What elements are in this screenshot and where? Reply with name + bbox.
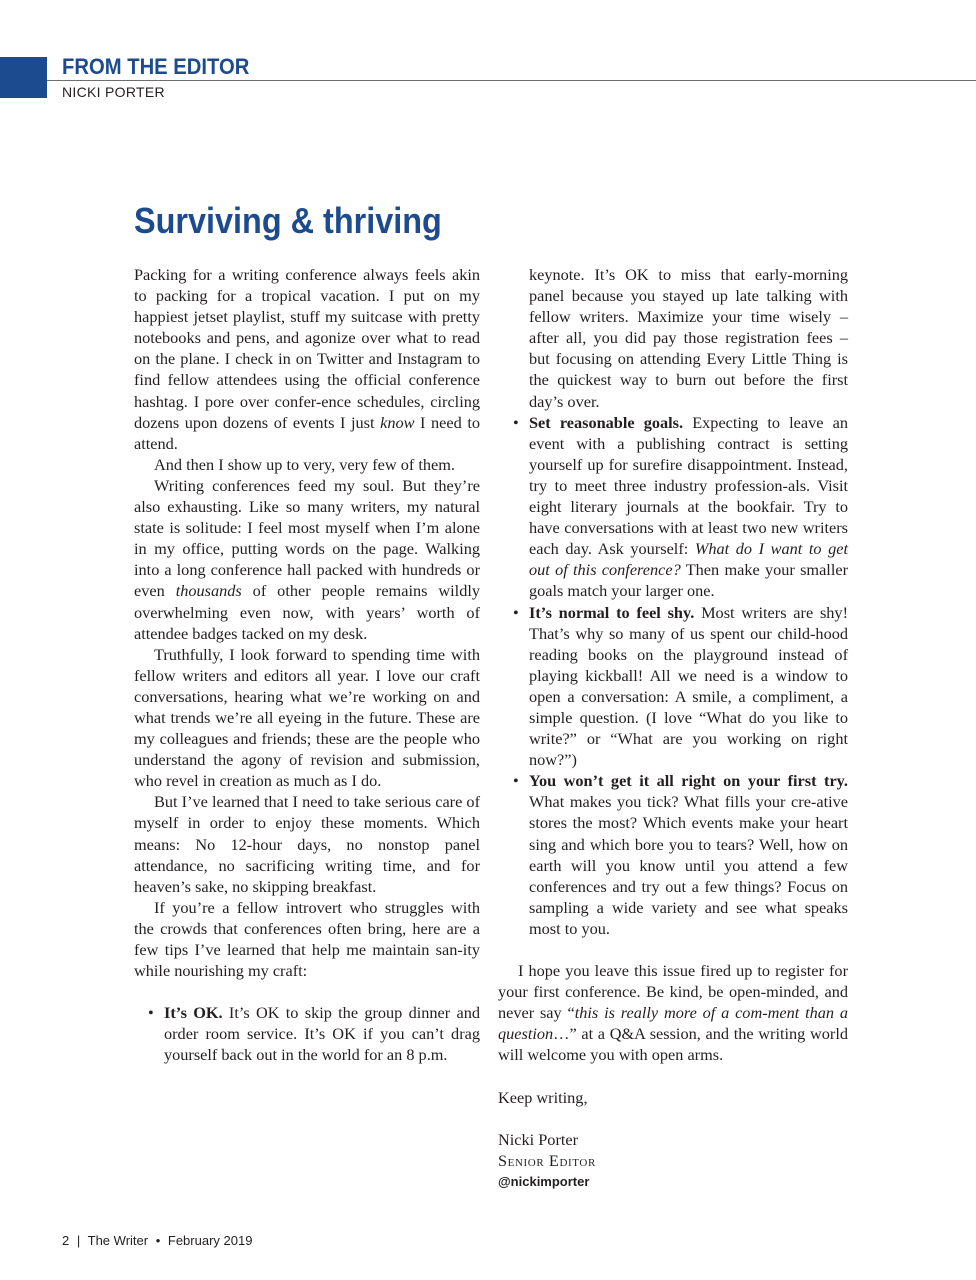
header-color-block — [0, 57, 47, 98]
footer-separator: | — [76, 1233, 81, 1248]
tips-list-continued — [498, 412, 848, 939]
right-column — [498, 264, 848, 1192]
paragraph-4: Truthfully, I look forward to spending time with fellow writers and editors all year. I love our craft conversations, hearing what we’re working on and what trends we’re all eyeing in the future. These are my colleagues and friends; these are the people who understand the agony of revision and submission, who revel in creation as much as I do. — [134, 644, 480, 791]
paragraph-2: And then I show up to very, very few of them. — [154, 454, 455, 474]
page-footer — [62, 1233, 256, 1248]
page-number: 2 — [62, 1233, 70, 1248]
twitter-handle: @nickimporter — [498, 1174, 590, 1190]
issue-date: February 2019 — [167, 1233, 253, 1248]
paragraph-5: But I’ve learned that I need to take serious care of myself in order to enjoy these moments. Which means: No 12-hour days, no nonstop panel attendance, no sacrificing writing time, and for heaven’s sake, no skipping breakfast. — [134, 792, 480, 896]
header-rule — [47, 80, 976, 81]
signature-name: Nicki Porter — [498, 1129, 579, 1149]
signoff: Keep writing, — [498, 1087, 588, 1107]
footer-dot: • — [155, 1233, 161, 1248]
tip-feel-shy: • It’s normal to feel shy. Most writers are shy! That’s why so many of us spent our child-hood reading books on the playground instead of playing kickball! All we need is a window to open a conversation: A smile, a compliment, a simple question. (I love “What do you like to write?” or “What are you working on right now?”) — [513, 602, 848, 770]
publication-name: The Writer — [87, 1233, 149, 1248]
tip-set-goals: • Set reasonable goals. Expecting to leave an event with a publishing contract is setting yourself up for surefire disappointment. Instead, try to meet three industry profession-als. Visit eight literary journals at the bookfair. Try to have conversations with at least two new writers each day. Ask yourself: What do I want to get out of this conference? Then make your smaller goals match your larger one. — [513, 412, 848, 601]
paragraph-1: Packing for a writing conference always feels akin to packing for a tropical vacation. I put on my happiest jetset playlist, stuff my suitcase with pretty notebooks and pens, and agonize over what to read on the plane. I check in on Twitter and Instagram to find fellow attendees using the official conference hashtag. I pore over confer-ence schedules, circling dozens upon dozens of events I just know I need to attend. — [134, 265, 481, 453]
paragraph-3: Writing conferences feed my soul. But they’re also exhausting. Like so many writers, my natural state is solitude: I feel most myself when I’m alone in my office, putting words on the page. Walking into a long conference hall packed with hundreds or even thousands of other people remains wildly overwhelming even now, with years’ worth of attendee badges tacked on my desk. — [134, 475, 480, 643]
section-title: FROM THE EDITOR — [62, 54, 250, 79]
signature-title: Senior Editor — [498, 1150, 596, 1170]
tip-first-try: • You won’t get it all right on your first try. What makes you tick? What fills your cre-ative stores the most? Which events make your heart sing and which bore you to tears? Well, how on earth will you know until you attend a few conferences and try out a few things? Focus on sampling a wide variety and see what speaks most to you. — [513, 771, 848, 938]
section-author: NICKI PORTER — [62, 84, 165, 100]
tip-its-ok-continued: keynote. It’s OK to miss that early-morning panel because you stayed up late talking with fellow writers. Maximize your time wisely – after all, you did pay those registration fees – but focusing on attending Every Little Thing is the quickest way to burn out before the first day’s over. — [529, 265, 848, 411]
paragraph-6: If you’re a fellow introvert who struggles with the crowds that conferences often bring, here are a few tips I’ve learned that help me maintain san-ity while nourishing my craft: — [134, 897, 480, 981]
tips-list — [134, 1002, 480, 1065]
closing-paragraph: I hope you leave this issue fired up to register for your first conference. Be kind, be open-minded, and never say “this is really more of a com-ment than a question…” at a Q&A session, and the writing world will welcome you with open arms. — [498, 961, 848, 1065]
tip-its-ok: • It’s OK. It’s OK to skip the group dinner and order room service. It’s OK if you can’t drag yourself back out in the world for an 8 p.m. — [148, 1003, 480, 1065]
left-column — [134, 264, 480, 1066]
article-headline: Surviving & thriving — [134, 200, 442, 241]
